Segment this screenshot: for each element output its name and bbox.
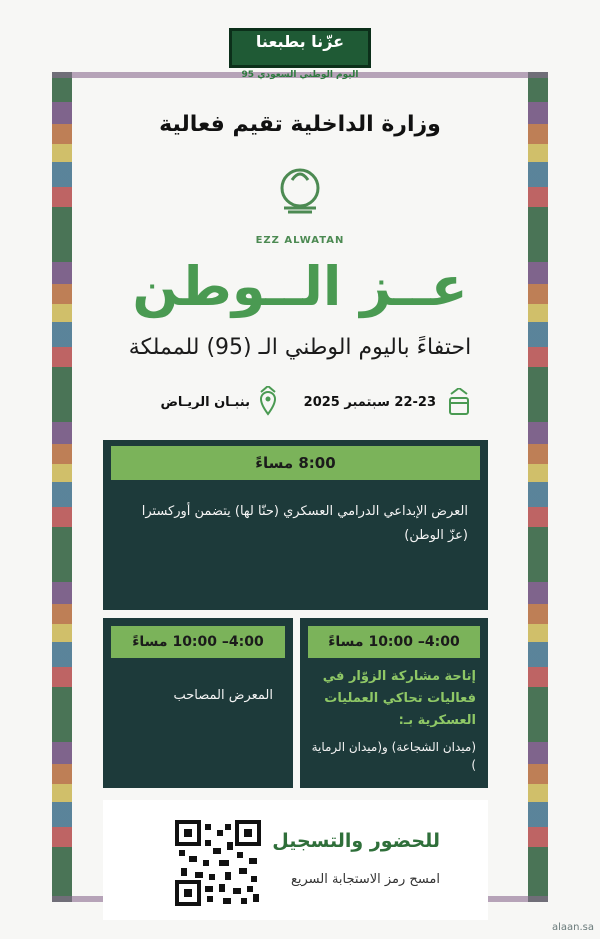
event-date: 22-23 سبتمبر 2025 <box>303 395 436 410</box>
main-show-card <box>103 440 488 610</box>
exhibition-description: المعرض المصاحب <box>173 688 273 703</box>
decorative-border-right <box>528 72 548 902</box>
main-show-description: العرض الإبداعي الدرامي العسكري (حنّا لها) يتضمن أوركسترا (عزّ الوطن) <box>141 504 468 543</box>
calendar-icon <box>448 388 470 416</box>
page-heading: وزارة الداخلية تقيم فعالية <box>159 112 441 137</box>
exhibition-time: 4:00– 10:00 مساءً <box>111 626 285 658</box>
qr-code[interactable] <box>175 820 261 906</box>
activities-card <box>300 618 488 788</box>
event-subtitle: احتفاءً باليوم الوطني الـ (95) للمملكة <box>128 335 472 360</box>
badge-title: عزّنا بطبعنا <box>255 32 345 51</box>
source-watermark: alaan.sa <box>551 922 594 933</box>
exhibition-card <box>103 618 293 788</box>
activities-description: (ميدان الشجاعة) و(ميدان الرماية ) <box>311 740 476 772</box>
location-pin-icon <box>258 386 278 416</box>
registration-subtitle: امسح رمز الاستجابة السريع <box>290 872 440 887</box>
registration-title: للحضور والتسجيل <box>272 830 440 852</box>
event-title: عــز الــوطن <box>132 255 468 318</box>
ezz-alwatan-logo-icon <box>270 160 330 220</box>
registration-box <box>103 800 488 920</box>
badge-subtitle: اليوم الوطني السعودي 95 <box>241 70 359 80</box>
activities-highlight: إتاحة مشاركة الزوّار في فعاليات تحاكي العمليات العسكرية بـ: <box>322 669 476 728</box>
main-show-time: 8:00 مساءً <box>111 446 480 480</box>
national-day-badge <box>229 28 371 68</box>
activities-time: 4:00– 10:00 مساءً <box>308 626 480 658</box>
event-location: بنبـان الريـاض <box>160 395 250 410</box>
logo-caption: EZZ ALWATAN <box>255 235 345 246</box>
decorative-border-left <box>52 72 72 902</box>
